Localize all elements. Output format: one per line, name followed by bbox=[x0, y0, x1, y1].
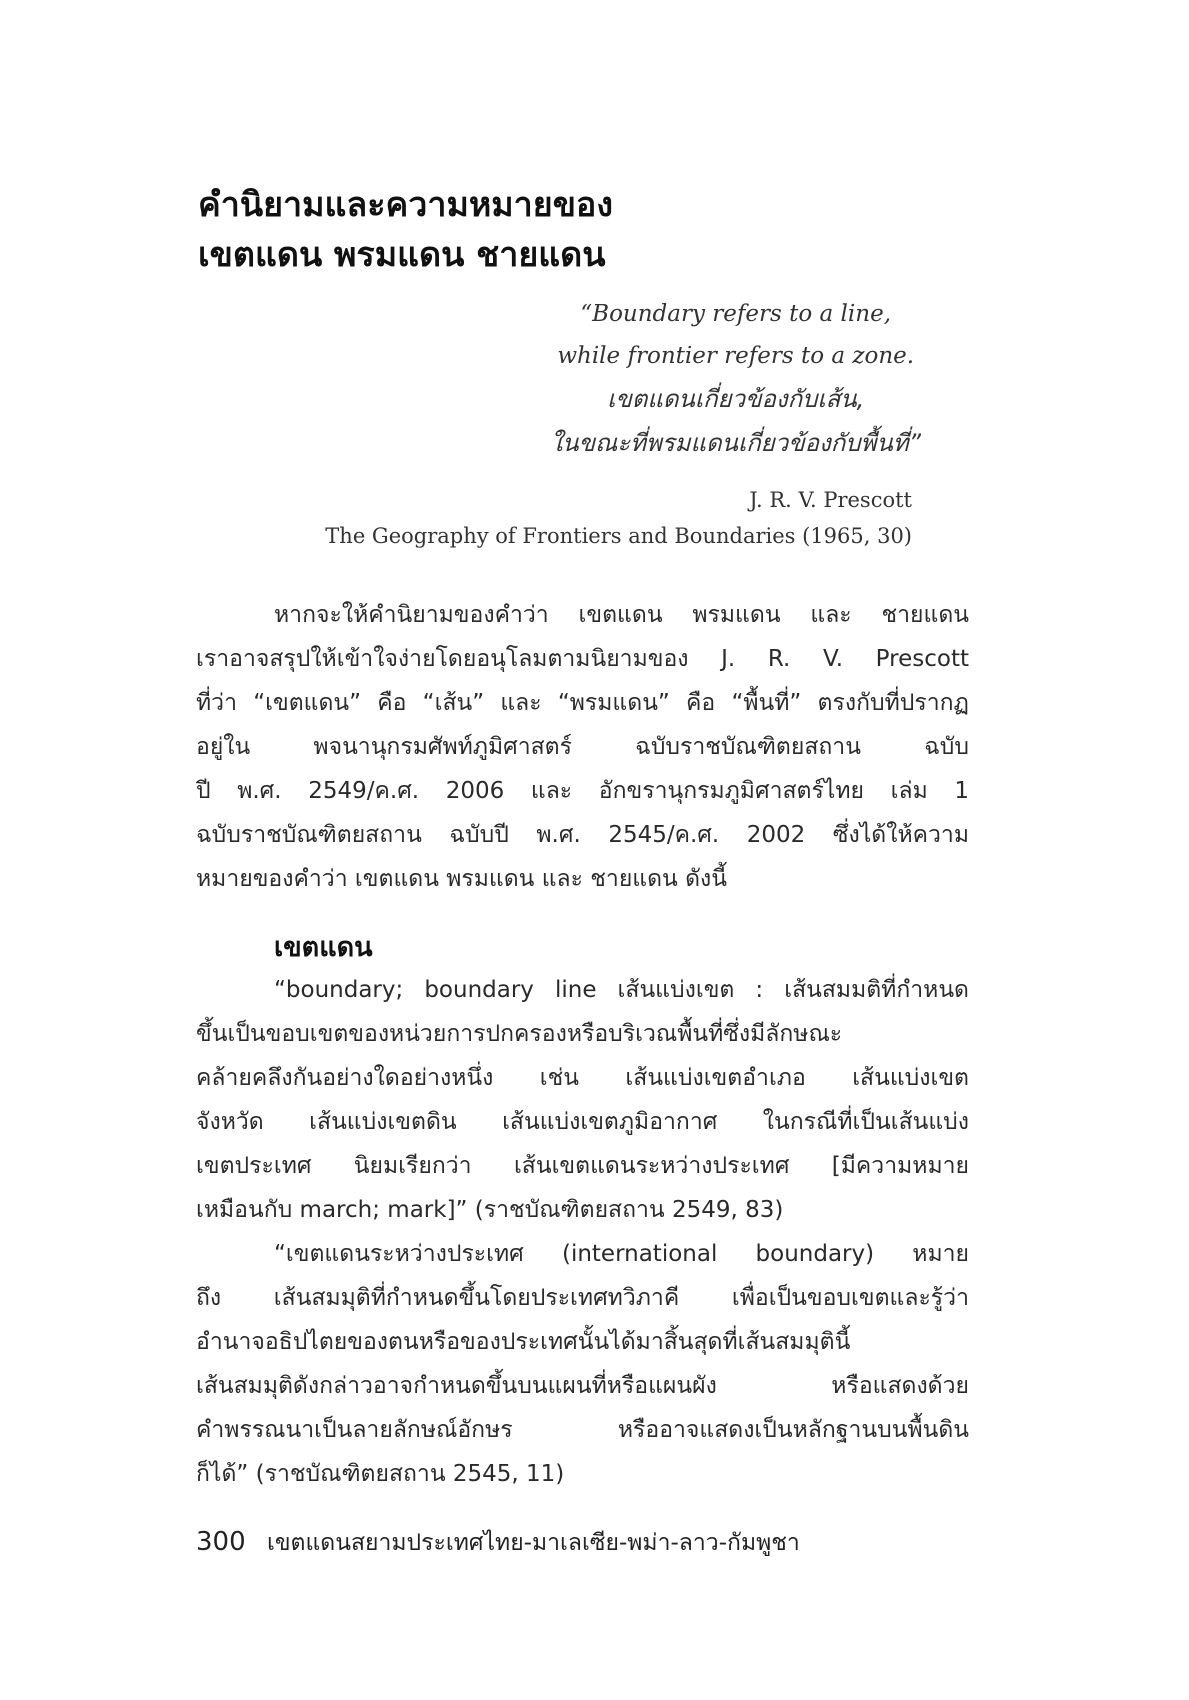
paragraph-line: ฉบับราชบัณฑิตยสถาน ฉบับปี พ.ศ. 2545/ค.ศ. 2002 ซึ่งได้ให้ความ bbox=[196, 822, 969, 848]
epigraph-source: The Geography of Frontiers and Boundaries (1965, 30) bbox=[325, 524, 912, 548]
epigraph-thai-line-1: เขตแดนเกี่ยวข้องกับเส้น, bbox=[607, 385, 865, 413]
epigraph-thai-line-2: ในขณะที่พรมแดนเกี่ยวข้องกับพื้นที่” bbox=[550, 429, 921, 457]
definition-boundary bbox=[196, 968, 969, 1232]
paragraph-line: เส้นสมมุติดังกล่าวอาจกำหนดขึ้นบนแผนที่หรือแผนผัง หรือแสดงด้วย bbox=[196, 1373, 969, 1399]
paragraph-line: ปี พ.ศ. 2549/ค.ศ. 2006 และ อักขรานุกรมภูมิศาสตร์ไทย เล่ม 1 bbox=[196, 778, 969, 804]
paragraph-line: หากจะให้คำนิยามของคำว่า เขตแดน พรมแดน และ ชายแดน bbox=[274, 602, 969, 628]
paragraph-line: คล้ายคลึงกันอย่างใดอย่างหนึ่ง เช่น เส้นแบ่งเขตอำเภอ เส้นแบ่งเขต bbox=[196, 1065, 969, 1091]
paragraph-line: อยู่ใน พจนานุกรมศัพท์ภูมิศาสตร์ ฉบับราชบัณฑิตยสถาน ฉบับ bbox=[196, 734, 969, 760]
section-heading: เขตแดน bbox=[274, 932, 373, 963]
chapter-title-line-1: คำนิยามและความหมายของ bbox=[198, 185, 613, 225]
intro-paragraph bbox=[196, 593, 969, 901]
paragraph-line: อำนาจอธิปไตยของตนหรือของประเทศนั้นได้มาสิ้นสุดที่เส้นสมมุตินี้ bbox=[196, 1329, 851, 1355]
epigraph-author: J. R. V. Prescott bbox=[749, 488, 912, 512]
paragraph-line: หมายของคำว่า เขตแดน พรมแดน และ ชายแดน ดังนี้ bbox=[196, 866, 727, 892]
paragraph-line: ขึ้นเป็นขอบเขตของหน่วยการปกครองหรือบริเวณพื้นที่ซึ่งมีลักษณะ bbox=[196, 1021, 843, 1047]
running-book-title: เขตแดนสยามประเทศไทย-มาเลเซีย-พม่า-ลาว-กัมพูชา bbox=[266, 1530, 800, 1556]
page-footer bbox=[196, 1525, 800, 1561]
paragraph-line: จังหวัด เส้นแบ่งเขตดิน เส้นแบ่งเขตภูมิอากาศ ในกรณีที่เป็นเส้นแบ่ง bbox=[196, 1109, 969, 1135]
definition-international-boundary bbox=[196, 1232, 969, 1496]
epigraph-english-line-1: “Boundary refers to a line, bbox=[580, 301, 892, 327]
paragraph-line: เราอาจสรุปให้เข้าใจง่ายโดยอนุโลมตามนิยามของ J. R. V. Prescott bbox=[196, 646, 969, 672]
paragraph-line: “เขตแดนระหว่างประเทศ (international boundary) หมาย bbox=[274, 1241, 969, 1267]
paragraph-line: ก็ได้” (ราชบัณฑิตยสถาน 2545, 11) bbox=[196, 1461, 565, 1487]
chapter-title-line-2: เขตแดน พรมแดน ชายแดน bbox=[198, 235, 606, 275]
paragraph-line: “boundary; boundary line เส้นแบ่งเขต : เส้นสมมติที่กำหนด bbox=[274, 977, 969, 1003]
paragraph-line: เขตประเทศ นิยมเรียกว่า เส้นเขตแดนระหว่างประเทศ [มีความหมาย bbox=[196, 1153, 969, 1179]
paragraph-line: ถึง เส้นสมมุติที่กำหนดขึ้นโดยประเทศทวิภาคี เพื่อเป็นขอบเขตและรู้ว่า bbox=[196, 1285, 969, 1311]
chapter-title bbox=[198, 180, 613, 280]
epigraph-attribution bbox=[325, 482, 912, 554]
epigraph-english-line-2: while frontier refers to a zone. bbox=[557, 343, 915, 369]
paragraph-line: คำพรรณนาเป็นลายลักษณ์อักษร หรืออาจแสดงเป็นหลักฐานบนพื้นดิน bbox=[196, 1417, 969, 1443]
epigraph-quote bbox=[550, 293, 921, 465]
paragraph-line: เหมือนกับ march; mark]” (ราชบัณฑิตยสถาน 2549, 83) bbox=[196, 1197, 784, 1223]
paragraph-line: ที่ว่า “เขตแดน” คือ “เส้น” และ “พรมแดน” คือ “พื้นที่” ตรงกับที่ปรากฏ bbox=[196, 690, 969, 716]
page-number: 300 bbox=[196, 1527, 246, 1557]
